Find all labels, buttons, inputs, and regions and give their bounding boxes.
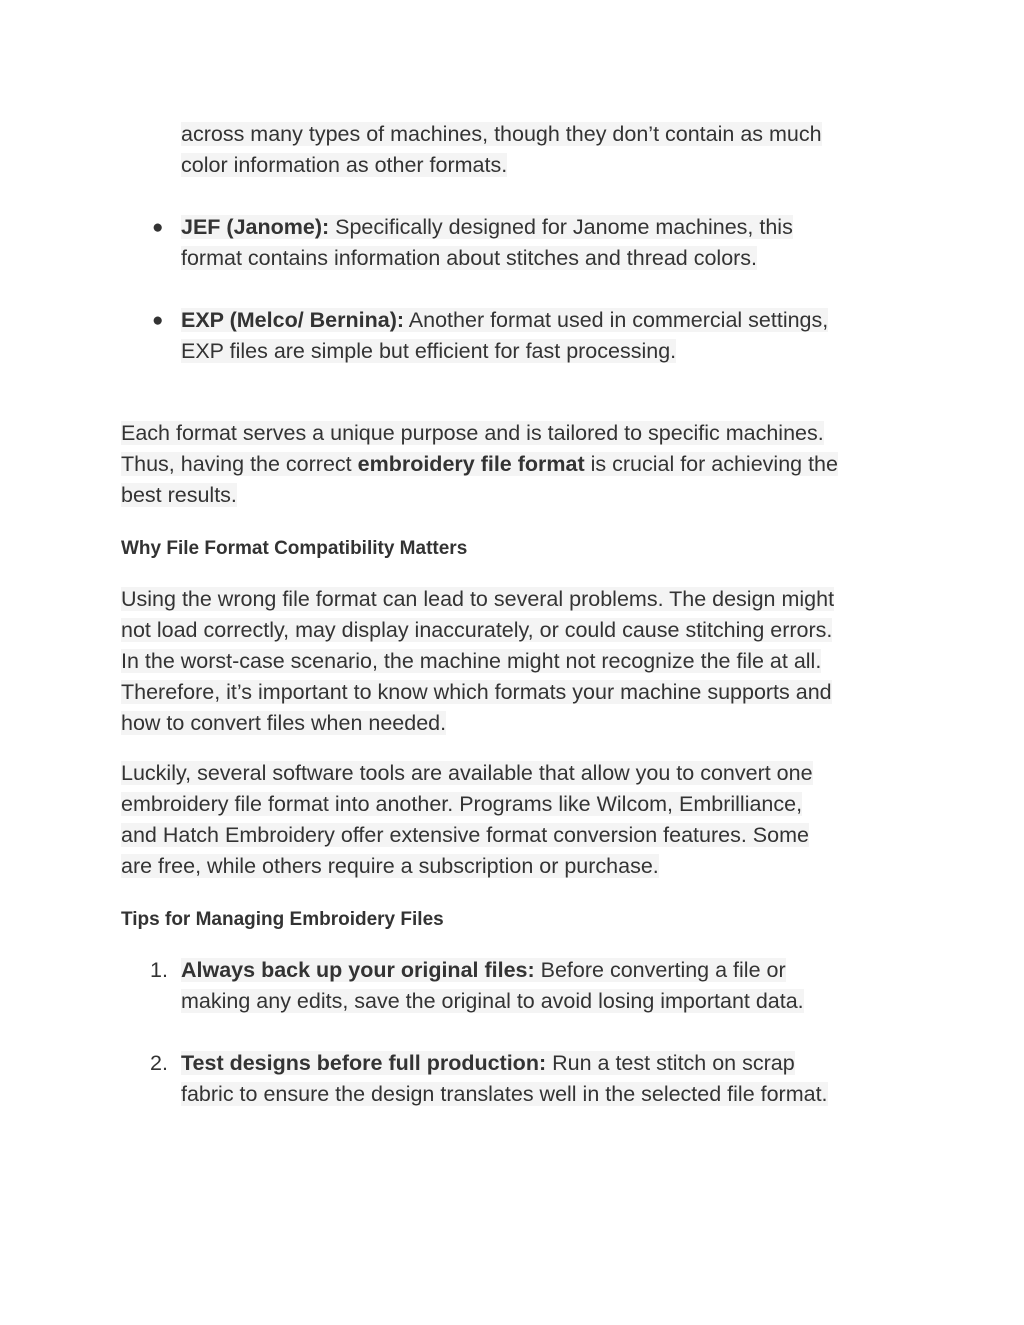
bullet-jef-line-2: format contains information about stitches and thread colors. [181, 246, 758, 270]
para-software-line-2: embroidery file format into another. Programs like Wilcom, Embrilliance, [121, 792, 803, 816]
tip-test-term: Test designs before full production: [181, 1051, 547, 1075]
para-compatibility-line-1: Using the wrong file format can lead to several problems. The design might [121, 587, 835, 611]
summary-line-1: Each format serves a unique purpose and is tailored to specific machines. [121, 421, 824, 445]
bullet-jef-term: JEF (Janome): [181, 215, 330, 239]
para-compatibility-line-4: Therefore, it’s important to know which formats your machine supports and [121, 680, 832, 704]
para-compatibility-line-2: not load correctly, may display inaccurately, or could cause stitching errors. [121, 618, 833, 642]
intro-continuation-line-2: color information as other formats. [181, 153, 508, 177]
para-compatibility-line-3: In the worst-case scenario, the machine might not recognize the file at all. [121, 649, 822, 673]
list-number: 2. [150, 1051, 168, 1075]
tip-backup-term: Always back up your original files: [181, 958, 535, 982]
bullet-exp-line-2: EXP files are simple but efficient for fast processing. [181, 339, 677, 363]
para-software-line-3: and Hatch Embroidery offer extensive format conversion features. Some [121, 823, 809, 847]
bullet-exp-term: EXP (Melco/ Bernina): [181, 308, 405, 332]
para-software-line-1: Luckily, several software tools are available that allow you to convert one [121, 761, 813, 785]
tip-backup-line-2: making any edits, save the original to avoid losing important data. [181, 989, 804, 1013]
bullet-exp-line-1: EXP (Melco/ Bernina): Another format used in commercial settings, [181, 308, 829, 332]
para-compatibility-line-5: how to convert files when needed. [121, 711, 447, 735]
summary-line-3: best results. [121, 483, 237, 507]
intro-continuation-line-1: across many types of machines, though they don’t contain as much [181, 122, 822, 146]
tip-test-line-1: Test designs before full production: Run a test stitch on scrap [181, 1051, 795, 1075]
tip-test-line-2: fabric to ensure the design translates well in the selected file format. [181, 1082, 828, 1106]
list-number: 1. [150, 958, 168, 982]
bullet-marker: ● [152, 310, 164, 331]
bullet-marker: ● [152, 217, 164, 238]
section-heading-compatibility: Why File Format Compatibility Matters [121, 538, 468, 559]
bullet-jef-line-1: JEF (Janome): Specifically designed for Janome machines, this [181, 215, 793, 239]
tip-backup-line-1: Always back up your original files: Before converting a file or [181, 958, 786, 982]
para-software-line-4: are free, while others require a subscription or purchase. [121, 854, 659, 878]
summary-line-2: Thus, having the correct embroidery file format is crucial for achieving the [121, 452, 838, 476]
summary-bold-phrase: embroidery file format [357, 452, 585, 476]
section-heading-tips: Tips for Managing Embroidery Files [121, 909, 444, 930]
